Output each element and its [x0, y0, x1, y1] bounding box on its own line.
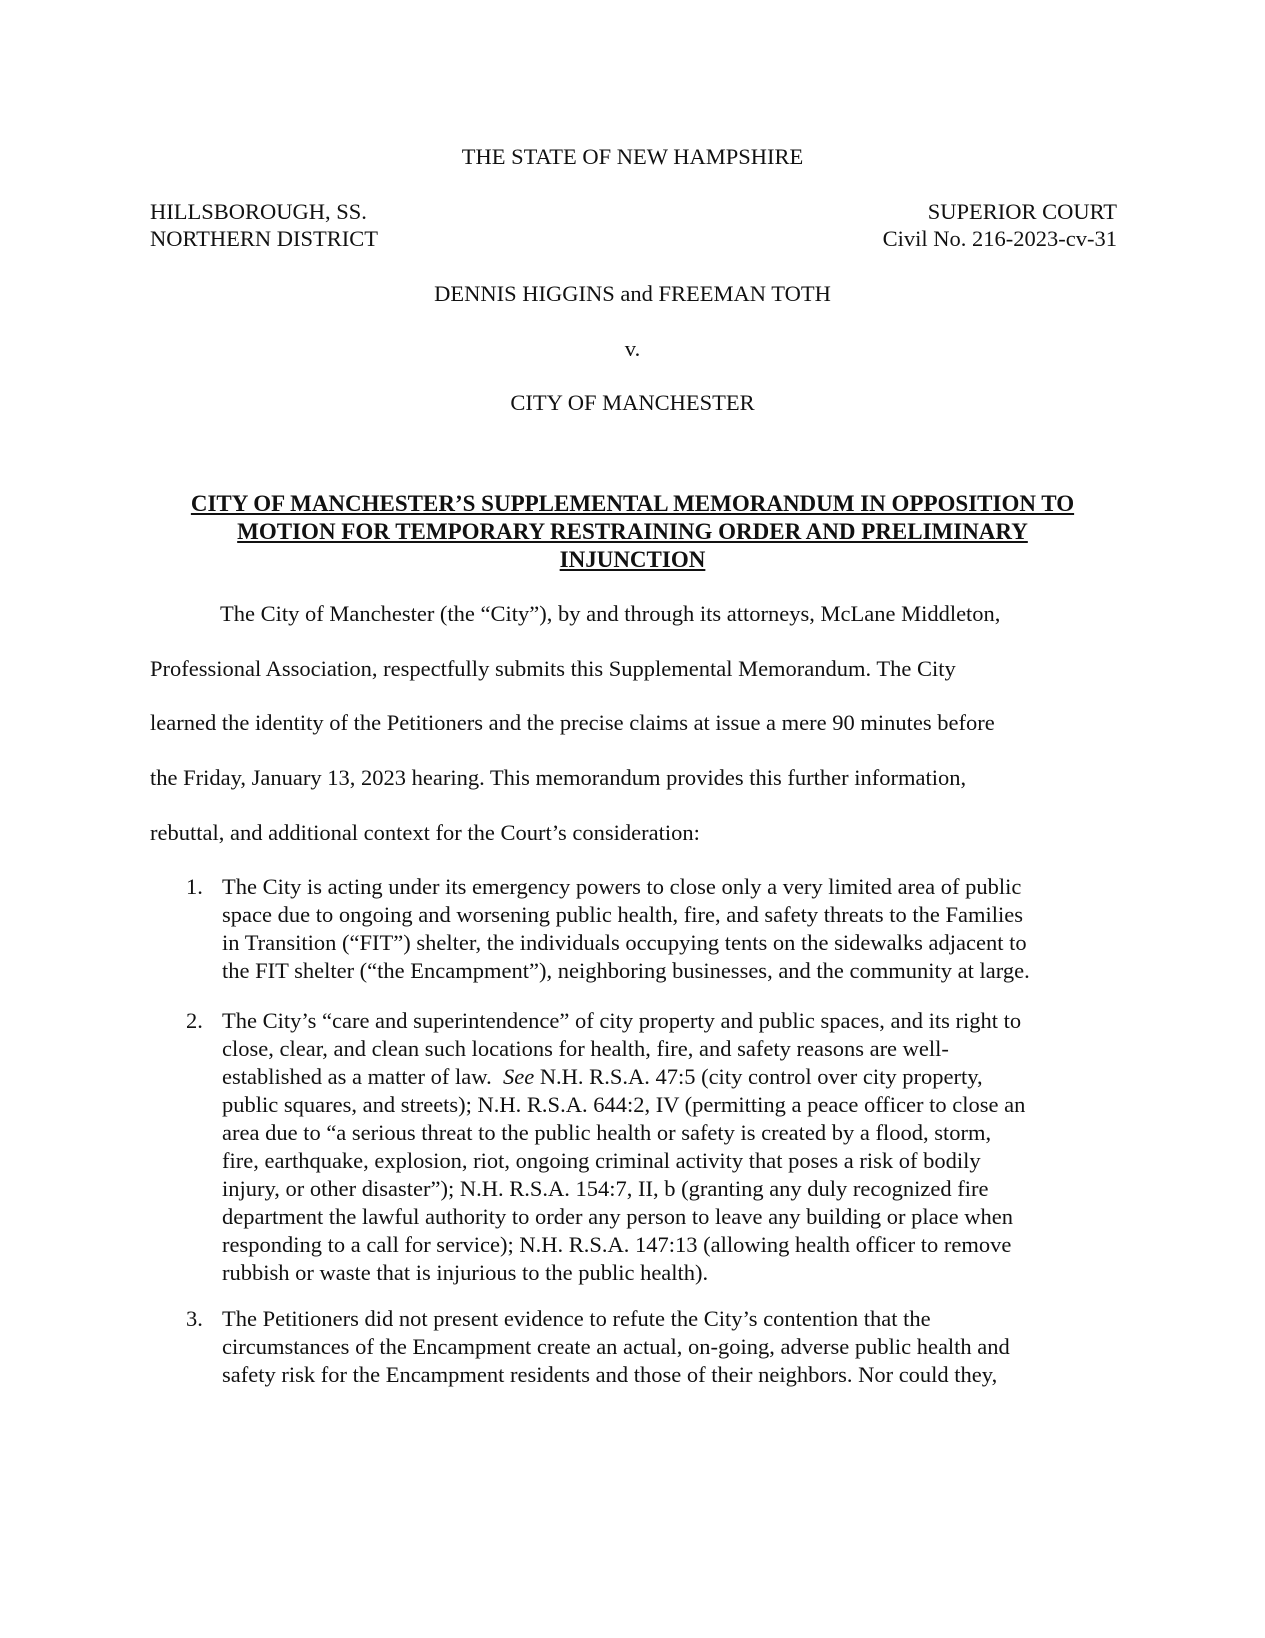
item-line: space due to ongoing and worsening public health, fire, and safety threats to the Families: [222, 902, 1024, 927]
title-line-3: INJUNCTION: [559, 547, 706, 572]
versus: v.: [624, 336, 641, 361]
item-line: rubbish or waste that is injurious to the public health).: [222, 1260, 709, 1285]
document-title: [150, 490, 1115, 574]
item-line-part: N.H. R.S.A. 47:5 (city control over city property,: [534, 1064, 983, 1089]
defendant: CITY OF MANCHESTER: [510, 390, 755, 415]
item-line: department the lawful authority to order any person to leave any building or place when: [222, 1204, 1013, 1229]
intro-line-2: Professional Association, respectfully submits this Supplemental Memorandum. The City: [150, 656, 956, 681]
intro-line-1: The City of Manchester (the “City”), by and through its attorneys, McLane Middleton,: [220, 601, 1001, 626]
item-line: the FIT shelter (“the Encampment”), neighboring businesses, and the community at large.: [222, 958, 1030, 983]
item-line: injury, or other disaster”); N.H. R.S.A. 154:7, II, b (granting any duly recognized fire: [222, 1176, 989, 1201]
item-line: circumstances of the Encampment create an actual, on-going, adverse public health and: [222, 1334, 1010, 1359]
item-text: [222, 1305, 1010, 1389]
court-label: SUPERIOR COURT: [927, 199, 1117, 224]
item-number: 2.: [186, 1008, 203, 1033]
item-line: safety risk for the Encampment residents and those of their neighbors. Nor could they,: [222, 1362, 998, 1387]
item-line: close, clear, and clean such locations for health, fire, and safety reasons are well-: [222, 1036, 949, 1061]
item-line: public squares, and streets); N.H. R.S.A. 644:2, IV (permitting a peace officer to close an: [222, 1092, 1026, 1117]
item-line: The City’s “care and superintendence” of city property and public spaces, and its right to: [222, 1008, 1022, 1033]
item-line: area due to “a serious threat to the public health or safety is created by a flood, storm,: [222, 1120, 992, 1145]
civil-number: Civil No. 216-2023-cv-31: [882, 226, 1117, 251]
district-label: NORTHERN DISTRICT: [150, 226, 379, 251]
item-number: 1.: [186, 874, 203, 899]
item-text: [222, 873, 1030, 985]
item-number: 3.: [186, 1306, 203, 1331]
plaintiffs: DENNIS HIGGINS and FREEMAN TOTH: [434, 281, 831, 306]
see-signal: See: [502, 1064, 535, 1089]
title-line-1: CITY OF MANCHESTER’S SUPPLEMENTAL MEMORANDUM IN OPPOSITION TO: [190, 491, 1075, 516]
state-heading: THE STATE OF NEW HAMPSHIRE: [461, 144, 804, 169]
item-line: The Petitioners did not present evidence to refute the City’s contention that the: [222, 1306, 931, 1331]
intro-line-4: the Friday, January 13, 2023 hearing. This memorandum provides this further information,: [150, 765, 967, 790]
item-line: [222, 1063, 1025, 1091]
item-text: [222, 1007, 1025, 1287]
intro-line-3: learned the identity of the Petitioners and the precise claims at issue a mere 90 minutes before: [150, 710, 995, 735]
item-line-part: established as a matter of law.: [222, 1064, 492, 1089]
item-line: responding to a call for service); N.H. R.S.A. 147:13 (allowing health officer to remove: [222, 1232, 1012, 1257]
county-label: HILLSBOROUGH, SS.: [150, 199, 367, 224]
item-line: in Transition (“FIT”) shelter, the individuals occupying tents on the sidewalks adjacent to: [222, 930, 1027, 955]
intro-line-5: rebuttal, and additional context for the Court’s consideration:: [150, 820, 700, 845]
title-line-2: MOTION FOR TEMPORARY RESTRAINING ORDER AND PRELIMINARY: [237, 519, 1028, 544]
item-line: fire, earthquake, explosion, riot, ongoing criminal activity that poses a risk of bodily: [222, 1148, 981, 1173]
item-line: The City is acting under its emergency powers to close only a very limited area of public: [222, 874, 1022, 899]
